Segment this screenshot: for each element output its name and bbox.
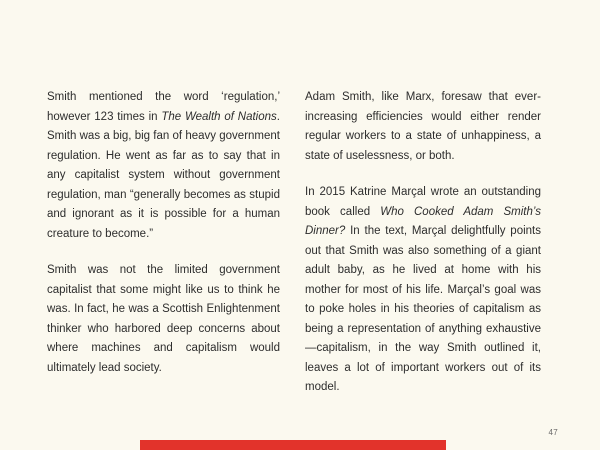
left-paragraph-1-text-b: . Smith was a big, big fan of heavy government regulation. He went as far as to say that in any capitalist system without government regulation, man “generally becomes as stupid and ignorant as it is possible for a human creature to become.” [47,110,280,240]
book-title-wealth-of-nations: The Wealth of Nations [161,110,277,123]
page-number: 47 [548,428,558,437]
right-column [305,88,541,398]
right-paragraph-2-text-b: In the text, Marçal delightfully points out that Smith was also something of a giant adult baby, as he lived at home with his mother for most of his life. Marçal’s goal was to poke holes in his theories of capitalism as being a representation of anything exhaustive—capitalism, in the way Smith outlined it, leaves a lot of important workers out of its model. [305,225,541,393]
book-title-who-cooked: Who Cooked Adam Smith’s Dinner? [305,205,541,237]
right-paragraph-2 [305,183,541,398]
right-paragraph-2-text-a: In 2015 Katrine Marçal wrote an outstanding book called [305,186,541,218]
left-paragraph-1-text-a: Smith mentioned the word ‘regulation,’ however 123 times in [47,91,280,123]
left-column [47,88,280,378]
accent-bar [140,440,446,450]
left-paragraph-2: Smith was not the limited government capitalist that some might like us to think he was. In fact, he was a Scottish Enlightenment thinker who harbored deep concerns about where machines and capitalism would ultimately lead society. [47,264,280,374]
right-paragraph-1: Adam Smith, like Marx, foresaw that ever-increasing efficiencies would either render regular workers to a state of unhappiness, a state of uselessness, or both. [305,91,541,162]
left-paragraph-1 [47,88,280,244]
